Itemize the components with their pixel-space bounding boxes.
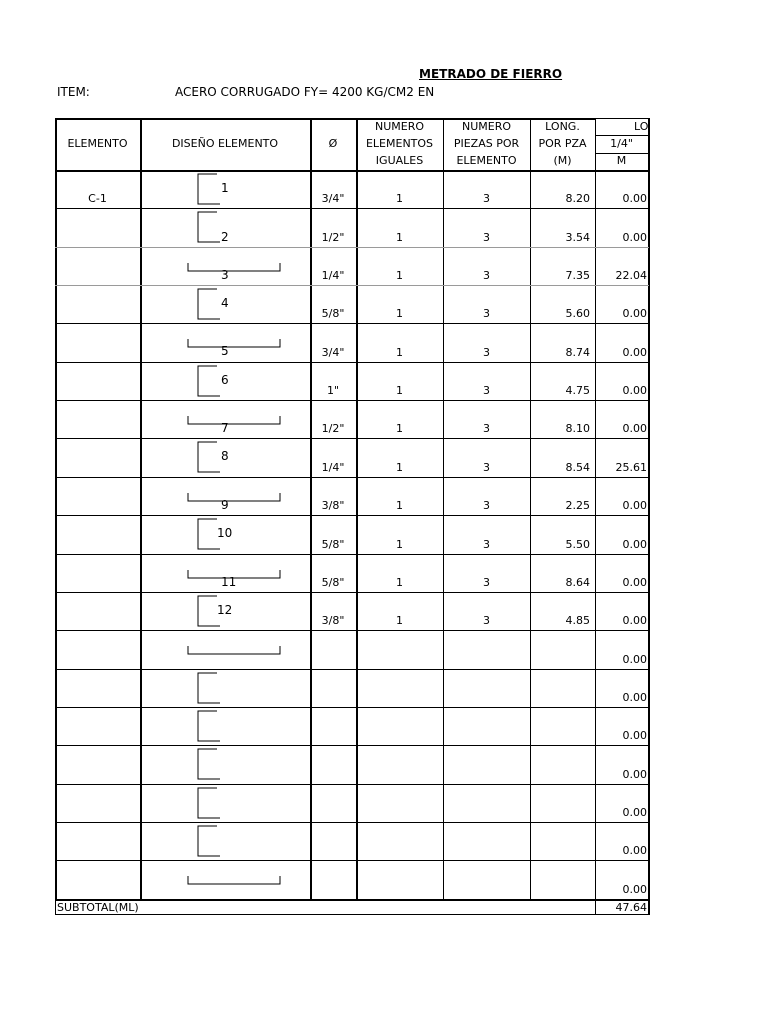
row-diametro: 1/2" (321, 422, 345, 436)
row-diametro: 3/8" (321, 499, 345, 513)
header-elemento: ELEMENTO (67, 137, 128, 150)
row-lo-value: 0.00 (622, 805, 647, 819)
row-numero-elementos: 1 (396, 614, 403, 628)
row-diseno-number: 3 (221, 267, 229, 282)
row-diseno-number: 7 (221, 421, 229, 436)
header-lo-group: LO (634, 120, 649, 133)
row-lo-value: 0.00 (622, 384, 647, 398)
header-long-por-pza: LONG. (545, 120, 580, 133)
row-border (55, 860, 649, 861)
row-long-por-pza: 8.74 (565, 345, 590, 359)
header-numero-elementos: IGUALES (375, 154, 424, 167)
row-numero-piezas: 3 (483, 614, 490, 628)
row-diseno-number: 6 (221, 372, 229, 387)
row-diseno-number: 1 (221, 181, 229, 195)
row-border (55, 669, 649, 670)
column-border (55, 118, 57, 900)
row-lo-value: 0.00 (622, 614, 647, 628)
row-diametro: 1/4" (321, 460, 345, 474)
row-numero-piezas: 3 (483, 422, 490, 436)
column-border (55, 900, 56, 915)
bar-shape-u-icon (182, 862, 292, 898)
header-numero-piezas: PIEZAS POR (453, 137, 520, 150)
row-lo-value: 25.61 (615, 460, 647, 474)
bar-shape-l-icon (182, 517, 292, 553)
row-lo-value: 0.00 (622, 767, 647, 781)
subtotal-bottom-border (55, 914, 649, 915)
row-numero-elementos: 1 (396, 230, 403, 244)
row-numero-piezas: 3 (483, 384, 490, 398)
row-lo-value: 0.00 (622, 230, 647, 244)
row-lo-value: 0.00 (622, 652, 647, 666)
row-long-por-pza: 8.10 (565, 422, 590, 436)
row-diametro: 1/4" (321, 269, 345, 283)
row-lo-value: 0.00 (622, 307, 647, 321)
bar-shape-u-icon (182, 249, 292, 285)
row-border (55, 899, 649, 901)
header-sub-border (595, 135, 649, 136)
header-lo-diameter: 1/4" (610, 137, 633, 150)
row-border (55, 745, 649, 746)
row-numero-piezas: 3 (483, 230, 490, 244)
row-long-por-pza: 8.64 (565, 575, 590, 589)
bar-shape-u-icon (182, 325, 292, 361)
bar-shape-l-icon (182, 786, 292, 822)
row-border (55, 247, 649, 248)
column-border (648, 118, 650, 915)
row-numero-piezas: 3 (483, 192, 490, 206)
row-lo-value: 0.00 (622, 844, 647, 858)
row-numero-elementos: 1 (396, 384, 403, 398)
row-border (55, 554, 649, 555)
bar-shape-l-icon (182, 440, 292, 476)
row-numero-elementos: 1 (396, 537, 403, 551)
row-lo-value: 0.00 (622, 422, 647, 436)
bar-shape-l-icon (182, 287, 292, 323)
row-numero-elementos: 1 (396, 345, 403, 359)
row-diseno-number: 12 (217, 602, 233, 617)
header-diseno-elemento: DISEÑO ELEMENTO (171, 137, 279, 150)
item-value: ACERO CORRUGADO FY= 4200 KG/CM2 EN (175, 85, 435, 99)
bar-shape-l-icon (182, 824, 292, 860)
row-lo-value: 0.00 (622, 575, 647, 589)
row-numero-elementos: 1 (396, 460, 403, 474)
row-diametro: 3/4" (321, 345, 345, 359)
row-numero-elementos: 1 (396, 269, 403, 283)
row-numero-elementos: 1 (396, 575, 403, 589)
row-border (55, 592, 649, 593)
header-numero-piezas: NUMERO (461, 120, 512, 133)
row-lo-value: 0.00 (622, 537, 647, 551)
row-long-por-pza: 2.25 (565, 499, 590, 513)
row-diametro: 1/2" (321, 230, 345, 244)
row-numero-piezas: 3 (483, 269, 490, 283)
row-long-por-pza: 3.54 (565, 230, 590, 244)
bar-shape-l-icon (182, 210, 292, 246)
row-diseno-number: 9 (221, 497, 229, 512)
header-top-border (595, 118, 649, 119)
subtotal-label: SUBTOTAL(ML) (57, 900, 139, 914)
row-numero-elementos: 1 (396, 499, 403, 513)
row-border (55, 208, 649, 209)
row-lo-value: 0.00 (622, 882, 647, 896)
row-border (55, 438, 649, 439)
row-diseno-number: 11 (221, 574, 237, 589)
row-lo-value: 22.04 (615, 269, 647, 283)
header-long-por-pza: POR PZA (538, 137, 587, 150)
row-lo-value: 0.00 (622, 690, 647, 704)
row-diseno-number: 4 (221, 296, 229, 311)
row-long-por-pza: 5.60 (565, 307, 590, 321)
row-border (55, 285, 649, 286)
item-label: ITEM: (57, 85, 90, 99)
bar-shape-l-icon (182, 364, 292, 400)
row-border (55, 515, 649, 516)
row-lo-value: 0.00 (622, 345, 647, 359)
subtotal-value: 47.64 (615, 900, 647, 914)
row-long-por-pza: 8.20 (565, 192, 590, 206)
bar-shape-l-icon (182, 709, 292, 745)
row-numero-piezas: 3 (483, 307, 490, 321)
row-numero-piezas: 3 (483, 345, 490, 359)
bar-shape-u-icon (182, 556, 292, 592)
row-diseno-number: 2 (221, 230, 229, 245)
bar-shape-u-icon (182, 632, 292, 668)
header-bottom-border (55, 170, 649, 172)
header-numero-elementos: ELEMENTOS (365, 137, 434, 150)
row-numero-elementos: 1 (396, 307, 403, 321)
row-diametro: 1" (326, 384, 340, 398)
bar-shape-l-icon (182, 172, 292, 208)
row-diametro: 3/8" (321, 614, 345, 628)
row-diametro: 5/8" (321, 537, 345, 551)
bar-shape-l-icon (182, 594, 292, 630)
bar-shape-u-icon (182, 479, 292, 515)
row-lo-value: 0.00 (622, 729, 647, 743)
row-border (55, 822, 649, 823)
bar-shape-l-icon (182, 747, 292, 783)
row-border (55, 323, 649, 324)
row-border (55, 630, 649, 631)
row-long-por-pza: 5.50 (565, 537, 590, 551)
row-long-por-pza: 8.54 (565, 460, 590, 474)
header-diametro: Ø (328, 137, 338, 150)
row-border (55, 400, 649, 401)
row-long-por-pza: 4.85 (565, 614, 590, 628)
row-diseno-number: 5 (221, 344, 229, 359)
row-border (55, 707, 649, 708)
header-numero-elementos: NUMERO (374, 120, 425, 133)
row-diametro: 5/8" (321, 575, 345, 589)
row-numero-piezas: 3 (483, 460, 490, 474)
row-long-por-pza: 7.35 (565, 269, 590, 283)
header-long-por-pza: (M) (553, 154, 572, 167)
row-diametro: 3/4" (321, 192, 345, 206)
bar-shape-l-icon (182, 671, 292, 707)
column-border (140, 118, 142, 900)
header-lo-unit: M (616, 154, 627, 167)
row-long-por-pza: 4.75 (565, 384, 590, 398)
page-title: METRADO DE FIERRO (419, 67, 563, 81)
row-numero-elementos: 1 (396, 192, 403, 206)
row-border (55, 362, 649, 363)
row-diametro: 5/8" (321, 307, 345, 321)
row-lo-value: 0.00 (622, 192, 647, 206)
row-border (55, 784, 649, 785)
row-numero-piezas: 3 (483, 537, 490, 551)
row-lo-value: 0.00 (622, 499, 647, 513)
row-diseno-number: 10 (217, 526, 233, 541)
row-numero-piezas: 3 (483, 575, 490, 589)
bar-shape-u-icon (182, 402, 292, 438)
header-numero-piezas: ELEMENTO (456, 154, 517, 167)
row-border (55, 477, 649, 478)
row-numero-piezas: 3 (483, 499, 490, 513)
row-diseno-number: 8 (221, 449, 229, 464)
row-numero-elementos: 1 (396, 422, 403, 436)
row-elemento: C-1 (88, 192, 107, 206)
